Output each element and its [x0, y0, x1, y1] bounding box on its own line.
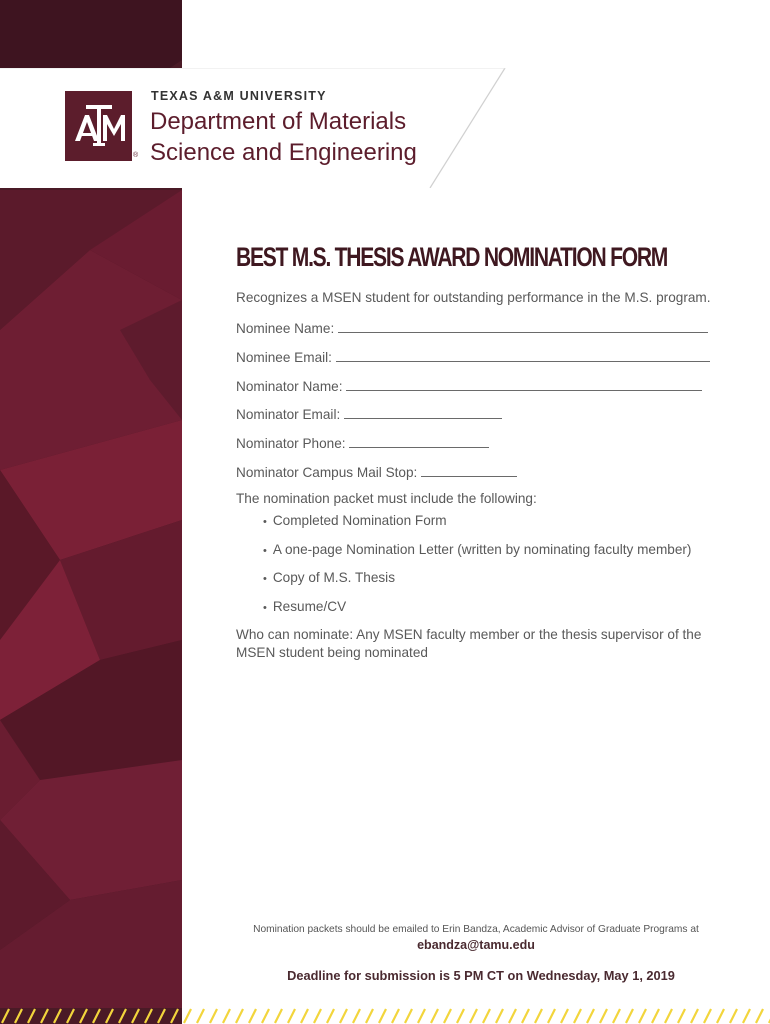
nominator-mailstop-input[interactable]: [421, 463, 517, 477]
form-title: BEST M.S. THESIS AWARD NOMINATION FORM: [236, 242, 668, 272]
list-item: [263, 599, 346, 614]
submission-note: Nomination packets should be emailed to Erin Bandza, Academic Advisor of Graduate Programs at: [253, 924, 699, 935]
hatch-strip: [0, 1008, 770, 1024]
nominee-email-input[interactable]: [336, 348, 710, 362]
bullet-icon: •: [263, 573, 267, 585]
contact-email-link[interactable]: ebandza@tamu.edu: [417, 938, 535, 952]
department-line-2: Science and Engineering: [150, 139, 417, 166]
deadline-text: Deadline for submission is 5 PM CT on Wednesday, May 1, 2019: [287, 968, 675, 983]
nominator-name-input[interactable]: [346, 377, 702, 391]
field-label: Nominee Email:: [236, 350, 332, 365]
bullet-icon: •: [263, 545, 267, 557]
list-item: [263, 542, 691, 557]
list-item: [263, 513, 447, 528]
department-name: [150, 106, 450, 168]
list-item-text: Completed Nomination Form: [272, 513, 447, 528]
hatch-pattern: [0, 1008, 770, 1024]
packet-heading: The nomination packet must include the following:: [236, 491, 537, 506]
field-label: Nominator Campus Mail Stop:: [236, 465, 418, 480]
field-nominee-name: [236, 319, 708, 336]
registered-mark: ®: [133, 152, 139, 159]
tamu-logo: [65, 91, 132, 161]
list-item-text: Resume/CV: [272, 599, 347, 614]
list-item: [263, 570, 395, 585]
who-can-nominate: Who can nominate: Any MSEN faculty member or the thesis supervisor of the MSEN student being nominated: [236, 627, 702, 660]
bullet-icon: •: [263, 516, 267, 528]
field-label: Nominator Name:: [236, 379, 343, 394]
field-nominator-mailstop: [236, 463, 517, 480]
field-nominator-phone: [236, 434, 489, 451]
nominee-name-input[interactable]: [338, 319, 708, 333]
list-item-text: A one-page Nomination Letter (written by nominating faculty member): [272, 542, 692, 557]
field-nominator-email: [236, 405, 502, 422]
form-intro: Recognizes a MSEN student for outstanding performance in the M.S. program.: [236, 290, 711, 305]
field-label: Nominator Phone:: [236, 436, 346, 451]
atm-logo-icon: [65, 91, 132, 161]
list-item-text: Copy of M.S. Thesis: [272, 570, 395, 585]
nominator-email-input[interactable]: [344, 405, 502, 419]
field-label: Nominee Name:: [236, 321, 335, 336]
field-nominator-name: [236, 377, 702, 394]
university-name: TEXAS A&M UNIVERSITY: [151, 89, 327, 103]
field-label: Nominator Email:: [236, 407, 341, 422]
nominator-phone-input[interactable]: [349, 434, 489, 448]
department-line-1: Department of Materials: [150, 108, 407, 135]
bullet-icon: •: [263, 602, 267, 614]
field-nominee-email: [236, 348, 710, 365]
